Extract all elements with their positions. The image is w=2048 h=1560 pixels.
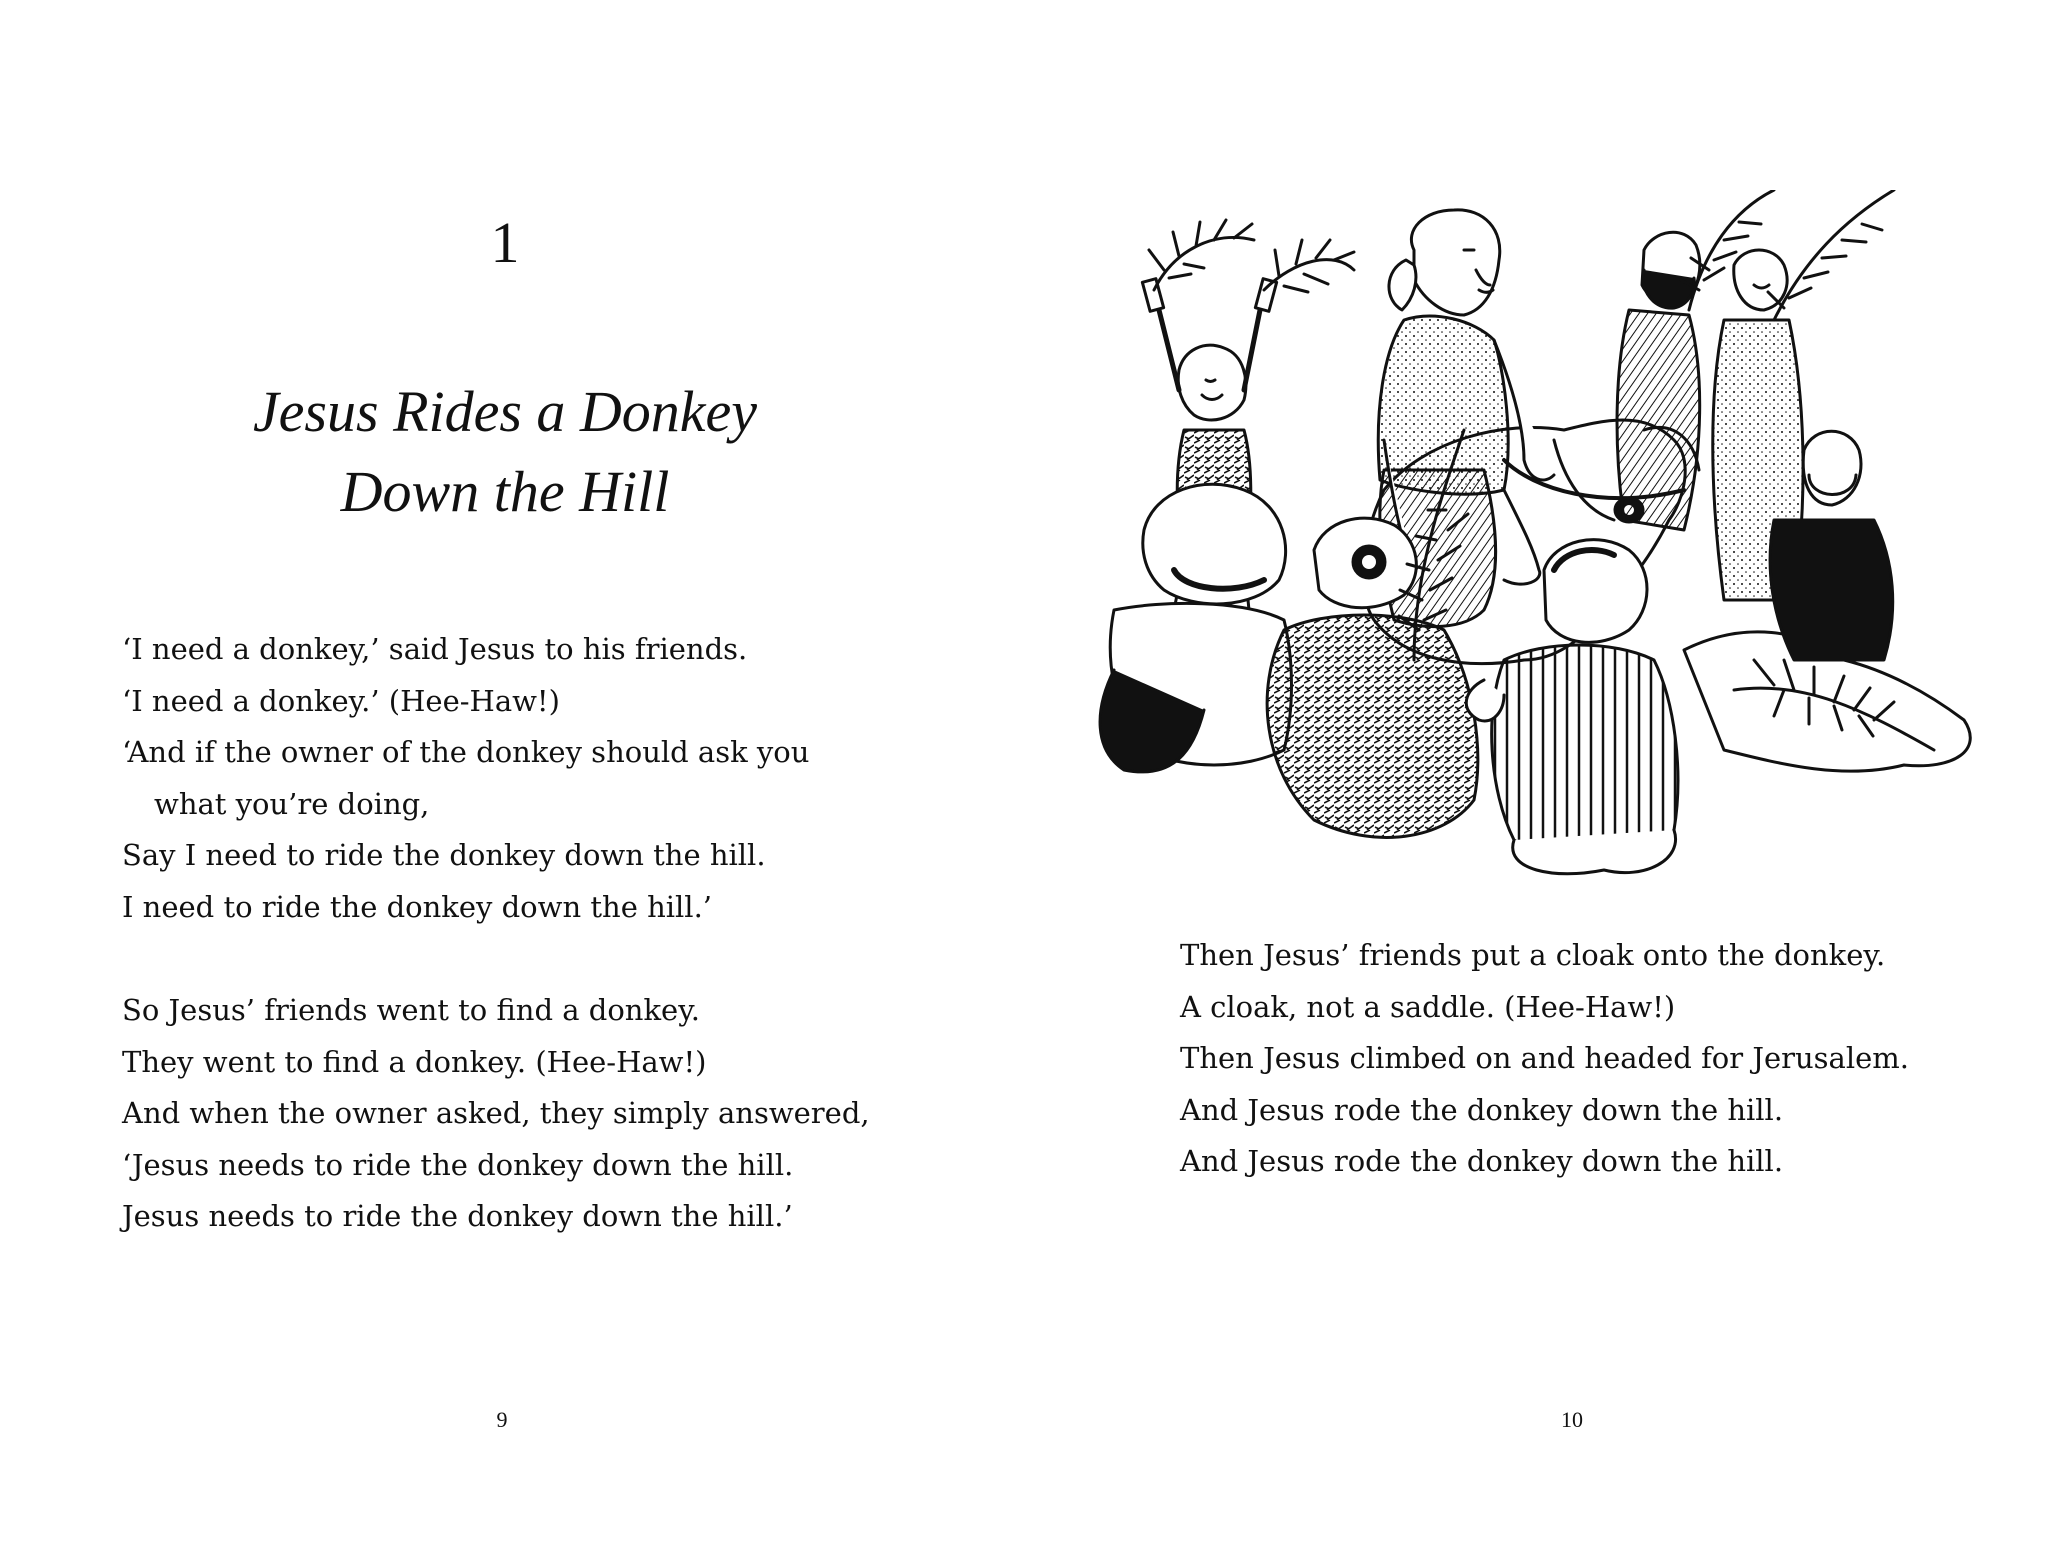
chapter-title-line: Jesus Rides a Donkey: [252, 379, 758, 444]
chapter-title: [0, 372, 1010, 532]
stanza-1: [122, 624, 809, 934]
stanza-2: [122, 985, 870, 1243]
verse-line: Say I need to ride the donkey down the hill.: [122, 838, 766, 873]
verse-line: Then Jesus climbed on and headed for Jerusalem.: [1180, 1041, 1909, 1076]
verse-line: ‘I need a donkey,’ said Jesus to his friends.: [122, 632, 748, 666]
verse-line: ‘Jesus needs to ride the donkey down the hill.: [122, 1147, 794, 1182]
verse-line: I need to ride the donkey down the hill.’: [122, 889, 713, 924]
verse-line: what you’re doing,: [154, 786, 430, 821]
verse-line: And Jesus rode the donkey down the hill.: [1180, 1092, 1784, 1127]
verse-line: Then Jesus’ friends put a cloak onto the donkey.: [1180, 938, 1886, 972]
page-number: 10: [1561, 1407, 1583, 1432]
chapter-number: 1: [490, 210, 520, 275]
verse-line: ‘I need a donkey.’ (Hee-Haw!): [122, 683, 560, 718]
palm-sunday-procession-illustration: [1084, 190, 2002, 890]
verse-line: And when the owner asked, they simply answered,: [122, 1096, 870, 1131]
verse-line: And Jesus rode the donkey down the hill.: [1180, 1144, 1784, 1179]
right-page: [1024, 0, 2048, 1560]
chapter-title-line: Down the Hill: [340, 459, 670, 524]
verse-line: So Jesus’ friends went to find a donkey.: [122, 993, 700, 1027]
verse-line: They went to find a donkey. (Hee-Haw!): [122, 1044, 707, 1079]
verse-line: A cloak, not a saddle. (Hee-Haw!): [1180, 989, 1676, 1024]
page-number: 9: [496, 1407, 508, 1432]
stanza-3: [1180, 930, 1909, 1188]
verse-line: ‘And if the owner of the donkey should ask you: [122, 735, 810, 770]
verse-line: Jesus needs to ride the donkey down the hill.’: [122, 1199, 793, 1234]
